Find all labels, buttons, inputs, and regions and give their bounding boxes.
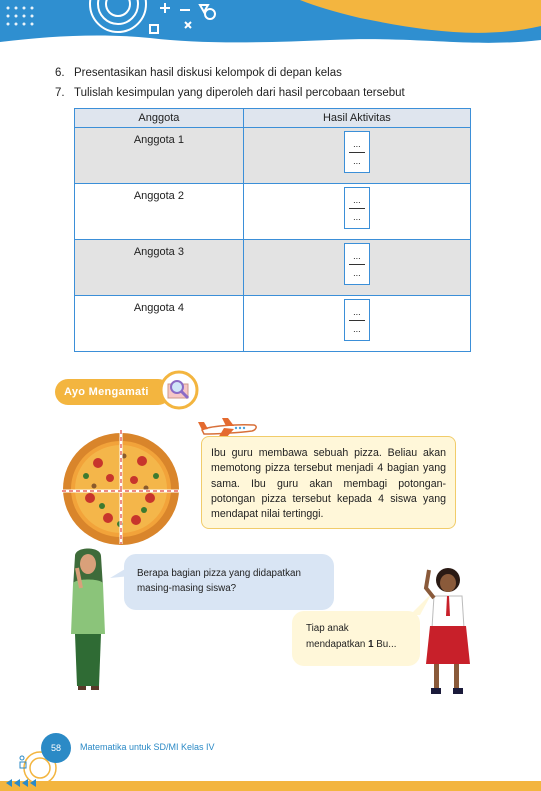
member-name: Anggota 4	[75, 296, 244, 352]
student-text: Bu...	[373, 638, 397, 650]
fraction-bar	[349, 264, 365, 265]
page-number: 58	[41, 733, 71, 763]
section-badge: Ayo Mengamati	[55, 379, 171, 405]
student-text-bold: 1	[368, 638, 374, 650]
instruction-number: 6.	[55, 67, 65, 79]
instruction-text: Tulislah kesimpulan yang diperoleh dari hasil percobaan tersebut	[74, 87, 405, 99]
fraction-box[interactable]	[344, 243, 370, 285]
member-name: Anggota 3	[75, 240, 244, 296]
table-row	[75, 128, 471, 184]
fraction-bar	[349, 208, 365, 209]
magnifier-icon	[159, 370, 199, 410]
instruction-number: 7.	[55, 87, 65, 99]
teacher-illustration	[63, 548, 113, 698]
result-cell	[243, 296, 470, 352]
fraction-numerator: ...	[353, 251, 361, 261]
fraction-numerator: ...	[353, 195, 361, 205]
footer-decoration	[0, 748, 541, 791]
column-header: Hasil Aktivitas	[243, 109, 470, 128]
teacher-speech-bubble: Berapa bagian pizza yang didapatkan masing-masing siswa?	[124, 554, 334, 610]
fraction-bar	[349, 152, 365, 153]
fraction-denominator: ...	[353, 324, 361, 334]
fraction-numerator: ...	[353, 307, 361, 317]
student-text: Tiap anak mendapatkan	[306, 623, 369, 650]
fraction-denominator: ...	[353, 268, 361, 278]
student-illustration	[420, 566, 475, 701]
book-title: Matematika untuk SD/MI Kelas IV	[80, 742, 215, 752]
table-row	[75, 240, 471, 296]
fraction-denominator: ...	[353, 212, 361, 222]
header-banner	[0, 0, 541, 62]
story-box: Ibu guru membawa sebuah pizza. Beliau akan memotong pizza tersebut menjadi 4 bagian yang sama. Ibu guru akan membagi potongan-potongan pizza tersebut kepada 4 siswa yang mendapat nilai tertinggi.	[201, 436, 456, 529]
table-row	[75, 184, 471, 240]
table-row	[75, 296, 471, 352]
column-header: Anggota	[75, 109, 244, 128]
fraction-box[interactable]	[344, 187, 370, 229]
fraction-box[interactable]	[344, 131, 370, 173]
member-name: Anggota 2	[75, 184, 244, 240]
instruction-7	[55, 87, 405, 99]
instruction-6	[55, 67, 342, 79]
member-name: Anggota 1	[75, 128, 244, 184]
fraction-numerator: ...	[353, 139, 361, 149]
instruction-text: Presentasikan hasil diskusi kelompok di depan kelas	[74, 67, 342, 79]
fraction-denominator: ...	[353, 156, 361, 166]
result-cell	[243, 184, 470, 240]
activity-table	[74, 108, 471, 352]
student-speech-bubble	[292, 611, 420, 666]
fraction-box[interactable]	[344, 299, 370, 341]
pizza-illustration	[58, 428, 186, 546]
fraction-bar	[349, 320, 365, 321]
result-cell	[243, 240, 470, 296]
result-cell	[243, 128, 470, 184]
